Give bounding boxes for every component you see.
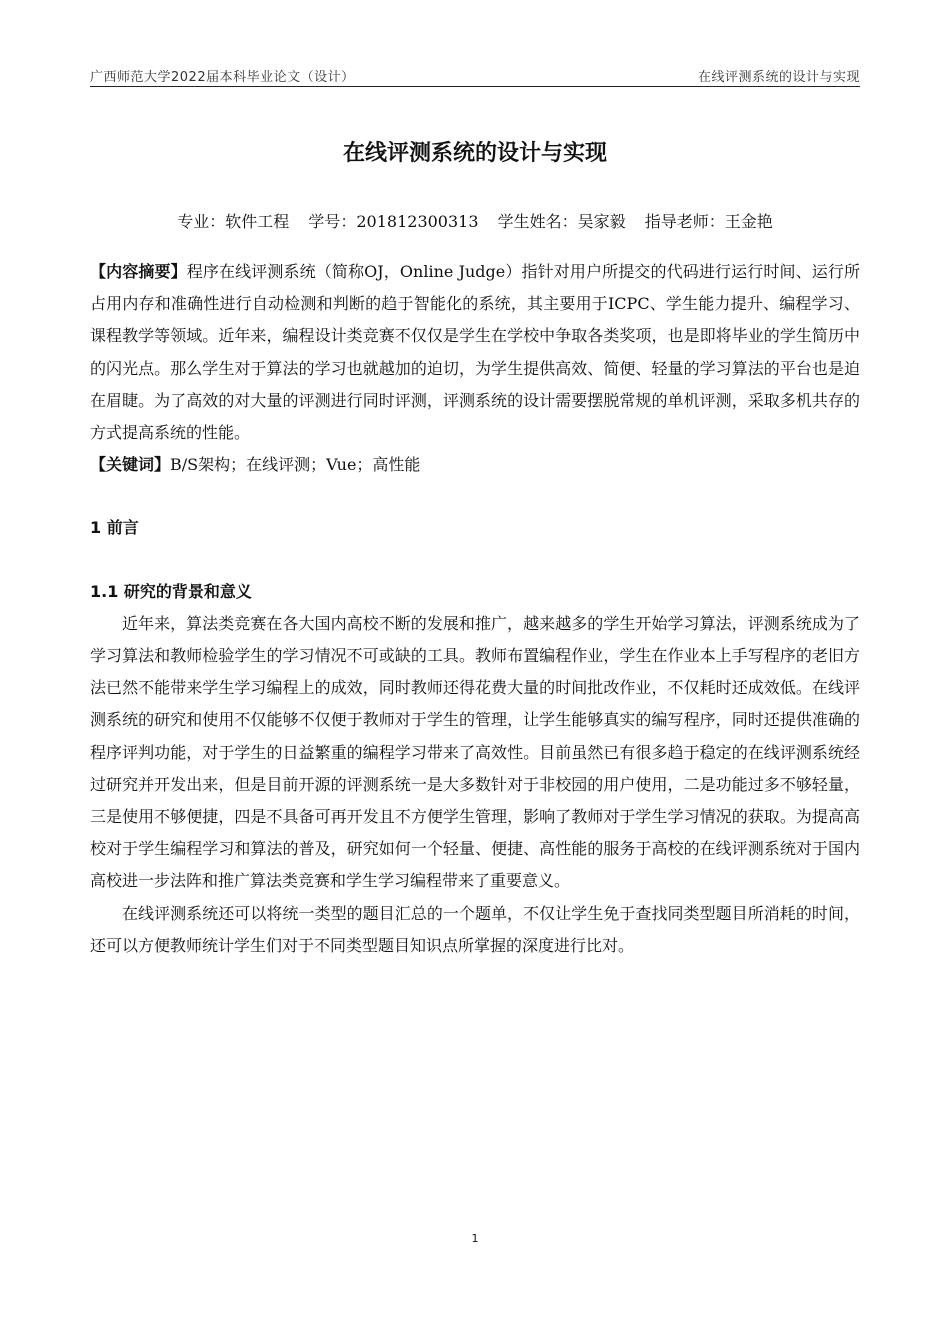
keywords-text: B/S架构；在线评测；Vue；高性能 xyxy=(170,455,421,475)
body-paragraph: 近年来，算法类竞赛在各大国内高校不断的发展和推广，越来越多的学生开始学习算法，评测系统成为了学习算法和教师检验学生的学习情况不可或缺的工具。教师布置编程作业，学生在作业本上手写程序的老旧方法已然不能带来学生学习编程上的成效，同时教师还得花费大量的时间批改作业，不仅耗时还成效低。在线评测系统的研究和使用不仅能够不仅便于教师对于学生的管理，让学生能够真实的编写程序，同时还提供准确的程序评判功能，对于学生的日益繁重的编程学习带来了高效性。目前虽然已有很多趋于稳定的在线评测系统经过研究并开发出来，但是目前开源的评测系统一是大多数针对于非校园的用户使用，二是功能过多不够轻量，三是使用不够便捷，四是不具备可再开发且不方便学生管理，影响了教师对于学生学习情况的获取。为提高高校对于学生编程学习和算法的普及，研究如何一个轻量、便捷、高性能的服务于高校的在线评测系统对于国内高校进一步法阵和推广算法类竞赛和学生学习编程带来了重要意义。 xyxy=(90,613,860,891)
author-name: 学生姓名：吴家毅 xyxy=(497,212,626,231)
paper-title: 在线评测系统的设计与实现 xyxy=(342,141,607,166)
author-student-id: 学号：201812300313 xyxy=(308,212,479,231)
page-number: 1 xyxy=(471,1232,479,1245)
abstract-label: 【内容摘要】 xyxy=(90,262,187,281)
keywords xyxy=(90,449,860,481)
header-thesis-title: 在线评测系统的设计与实现 xyxy=(697,70,860,85)
author-info xyxy=(90,209,860,232)
abstract xyxy=(90,256,860,449)
author-major: 专业：软件工程 xyxy=(177,212,290,231)
header-university: 广西师范大学2022届本科毕业论文（设计） xyxy=(90,70,355,85)
keywords-label: 【关键词】 xyxy=(90,455,171,475)
section-heading-1: 1 前言 xyxy=(90,518,139,538)
running-header xyxy=(90,66,860,87)
section-heading-1-1: 1.1 研究的背景和意义 xyxy=(90,581,252,601)
body-paragraph: 在线评测系统还可以将统一类型的题目汇总的一个题单，不仅让学生免于查找同类型题目所消耗的时间，还可以方便教师统计学生们对于不同类型题目知识点所掌握的深度进行比对。 xyxy=(90,903,860,955)
author-advisor: 指导老师：王金艳 xyxy=(644,212,773,231)
abstract-text: 程序在线评测系统（简称OJ，Online Judge）指针对用户所提交的代码进行运行时间、运行所占用内存和准确性进行自动检测和判断的趋于智能化的系统，其主要用于ICPC、学生能力提升、编程学习、课程教学等领域。近年来，编程设计类竞赛不仅仅是学生在学校中争取各类奖项，也是即将毕业的学生简历中的闪光点。那么学生对于算法的学习也就越加的迫切，为学生提供高效、简便、轻量的学习算法的平台也是迫在眉睫。为了高效的对大量的评测进行同时评测，评测系统的设计需要摆脱常规的单机评测，采取多机共存的方式提高系统的性能。 xyxy=(90,262,860,443)
paper-body xyxy=(90,256,860,962)
